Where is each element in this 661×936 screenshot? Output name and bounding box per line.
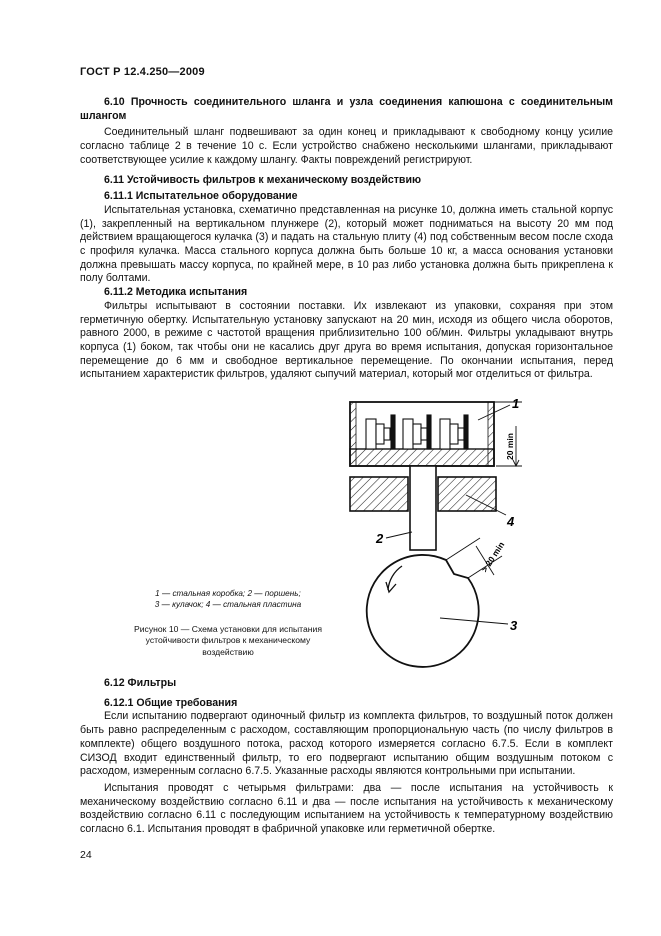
paragraph-6-11-2: Фильтры испытывают в состоянии поставки. Их извлекают из упаковки, сохраняя при этом герметичную обертку. Испытательную установку запускают на 20 мин, исходя из общего числа оборотов, равного 2000, в режиме с частотой вращения приблизительно 100 об/мин. Фильтры укладывают внутрь корпуса (1) боком, так чтобы они не касались друг друга во время испытания, допуская горизонтальное перемещение до 6 мм и свободное вертикальное перемещение. По окончании испытания, перед испытанием характеристик фильтров, удаляют сыпучий материал, который мог отделиться от фильтра.: [80, 299, 613, 381]
label-2: 2: [376, 531, 384, 546]
figure-caption: Рисунок 10 — Схема установки для испытания устойчивости фильтров к механическому воздействию: [134, 624, 322, 657]
cam: [367, 555, 479, 667]
label-4: 4: [507, 514, 515, 529]
label-1: 1: [512, 396, 520, 411]
paragraph-6-11-1: Испытательная установка, схематично представленная на рисунке 10, должна иметь стальной корпус (1), закрепленный на вертикальном плунжере (2), который может подниматься на высоту 20 мм под действием вращающегося кулачка (3) и падать на стальную плиту (4) под собственным весом после схода с профиля кулачка. Масса стального корпуса должна быть больше 10 кг, а масса основания установки должна превышать массу корпуса, по крайней мере, в 10 раз либо установка должна быть прикреплена к полу болтами.: [80, 203, 613, 285]
heading-6-11: 6.11 Устойчивость фильтров к механическому воздействию: [104, 173, 422, 186]
paragraph-6-10: Соединительный шланг подвешивают за один конец и прикладывают к свободному концу усилие согласно таблице 2 в течение 10 с. Если устройство снабжено несколькими шлангами, прикладывают соответствующее усилие к каждому шлангу. Факты повреждений регистрируют.: [80, 126, 613, 166]
heading-6-11-2: 6.11.2 Методика испытания: [104, 286, 248, 299]
figure-legend: [128, 588, 328, 610]
heading-6-10: 6.10 Прочность соединительного шланга и узла соединения капюшона с соединительным шлангом: [80, 96, 613, 122]
figure-legend-line-1: 1 — стальная коробка; 2 — поршень;: [155, 589, 301, 598]
filters-inside-box: [366, 415, 468, 449]
heading-6-12: 6.12 Фильтры: [104, 677, 177, 689]
label-3: 3: [510, 618, 518, 633]
document-code: ГОСТ Р 12.4.250—2009: [80, 66, 205, 78]
heading-6-12-1: 6.12.1 Общие требования: [104, 696, 238, 709]
dim-label-20min: 20 min: [505, 433, 515, 460]
paragraph-6-12-1-b: Испытания проводят с четырьмя фильтрами: два — после испытания на устойчивость к механическому воздействию согласно 6.11 и два — после испытания на устойчивость к механическому воздействию согласно 6.11 с последующим испытанием на устойчивость к температурному воздействию согласно 6.1. Испытания проводят в фабричной упаковке или герметичной обертке.: [80, 781, 613, 836]
plunger: [410, 466, 436, 550]
text-block-bottom: [80, 677, 613, 837]
figure-legend-line-2: 3 — кулачок; 4 — стальная пластина: [154, 600, 302, 609]
dim-label-gt20min: > 20 min: [479, 539, 507, 575]
heading-6-11-1: 6.11.1 Испытательное оборудование: [104, 190, 298, 203]
page-number: 24: [80, 849, 92, 861]
paragraph-6-12-1-a: Если испытанию подвергают одиночный фильтр из комплекта фильтров, то воздушный поток должен быть равно распределенным с расходом, составляющим пропорциональную часть (по числу фильтров в комплекте) общего воздушного потока, расход которого измеряется согласно 6.7.5. Если в комплект СИЗОД входит единственный фильтр, то его подвергают испытанию общим воздушным потоком с расходом, измеренным согласно 6.7.5. Указанные расходы являются контрольными при испытании.: [80, 710, 613, 778]
